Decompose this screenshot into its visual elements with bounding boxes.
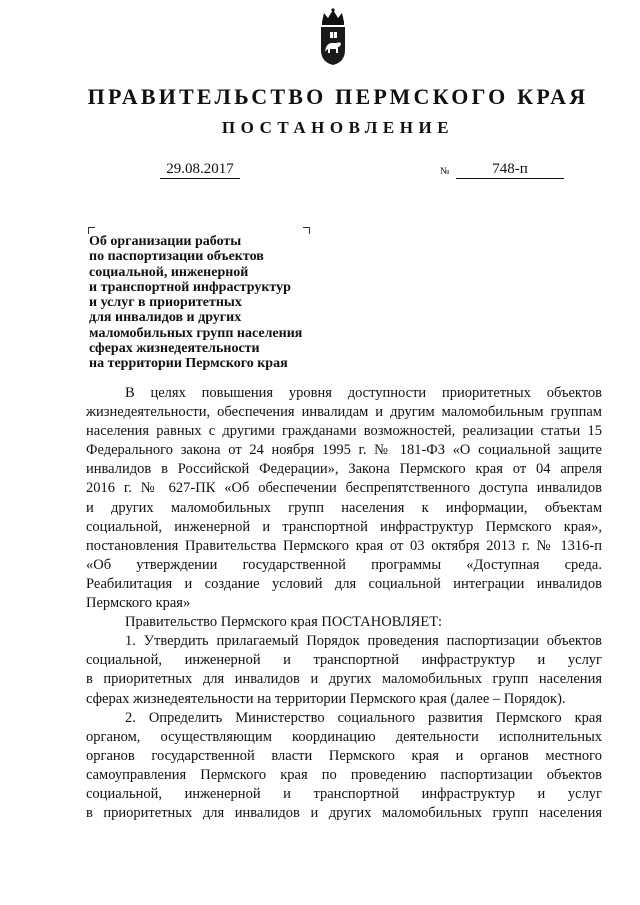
body-line: социальной, инженерной и транспортной инфраструктур и услуг xyxy=(86,652,602,669)
body-line: в приоритетных для инвалидов и других маломобильных групп населения xyxy=(86,671,602,688)
body-line: органов государственной власти Пермского края и органов местного xyxy=(86,747,602,764)
subject-line: по паспортизации объектов xyxy=(89,249,264,265)
body-line: Федерального закона от 24 ноября 1995 г. № 181-ФЗ «О социальной защите xyxy=(86,442,602,459)
subject-line: социальной, инженерной xyxy=(89,264,249,280)
body-line: социальной, инженерной и транспортной инфраструктур Пермского края», xyxy=(86,518,602,535)
subject-line: на территории Пермского края xyxy=(89,356,288,372)
body-line: Пермского края» xyxy=(86,595,191,612)
body-line: В целях повышения уровня доступности приоритетных объектов xyxy=(125,385,602,401)
document-date: 29.08.2017 xyxy=(160,160,240,179)
document-type: ПОСТАНОВЛЕНИЕ xyxy=(221,118,455,137)
body-line: инвалидов в Российской Федерации», Закона Пермского края от 04 апреля xyxy=(86,461,602,478)
body-line: 2016 г. № 627-ПК «Об обеспечении беспрепятственного доступа инвалидов xyxy=(86,480,602,497)
body-line: Правительство Пермского края ПОСТАНОВЛЯЕТ: xyxy=(125,614,443,631)
subject-line: сферах жизнедеятельности xyxy=(89,341,260,357)
body-line: Реабилитация и создание условий для социальной интеграции инвалидов xyxy=(86,575,602,592)
number-sign: № xyxy=(440,166,450,177)
body-line: в приоритетных для инвалидов и других маломобильных групп населения xyxy=(86,805,602,822)
government-title: ПРАВИТЕЛЬСТВО ПЕРМСКОГО КРАЯ xyxy=(87,84,589,109)
perm-krai-coat-of-arms-icon xyxy=(318,8,348,66)
document-number: 748-п xyxy=(456,160,564,179)
body-line: «Об утверждении государственной программы «Доступная среда. xyxy=(86,556,602,573)
subject-corner-left xyxy=(88,227,95,234)
body-line: самоуправления Пермского края по проведению паспортизации объектов xyxy=(86,766,602,783)
subject-line: и услуг в приоритетных xyxy=(89,295,242,311)
body-line: социальной, инженерной и транспортной инфраструктур и услуг xyxy=(86,785,602,802)
subject-line: и транспортной инфраструктур xyxy=(89,279,291,295)
body-line: населения равных с другими гражданами возможностей, реализации статьи 15 xyxy=(86,423,602,440)
document-subject xyxy=(89,234,339,372)
subject-line: для инвалидов и других xyxy=(89,310,242,326)
subject-line: маломобильных групп населения xyxy=(89,325,303,341)
body-line: сферах жизнедеятельности на территории Пермского края (далее – Порядок). xyxy=(86,690,566,707)
body-line: жизнедеятельности, обеспечения инвалидам и другим маломобильным группам xyxy=(86,404,602,421)
subject-corner-right xyxy=(303,227,310,234)
body-line: органом, осуществляющим координацию деятельности исполнительных xyxy=(86,728,602,745)
document-body xyxy=(86,384,602,823)
subject-line: Об организации работы xyxy=(89,234,242,249)
body-line: 2. Определить Министерство социального развития Пермского края xyxy=(125,709,602,726)
body-line: постановления Правительства Пермского края от 03 октября 2013 г. № 1316-п xyxy=(86,537,602,554)
body-line: 1. Утвердить прилагаемый Порядок проведения паспортизации объектов xyxy=(125,633,602,650)
body-line: и других маломобильных групп населения к информации, объектам xyxy=(86,499,602,516)
